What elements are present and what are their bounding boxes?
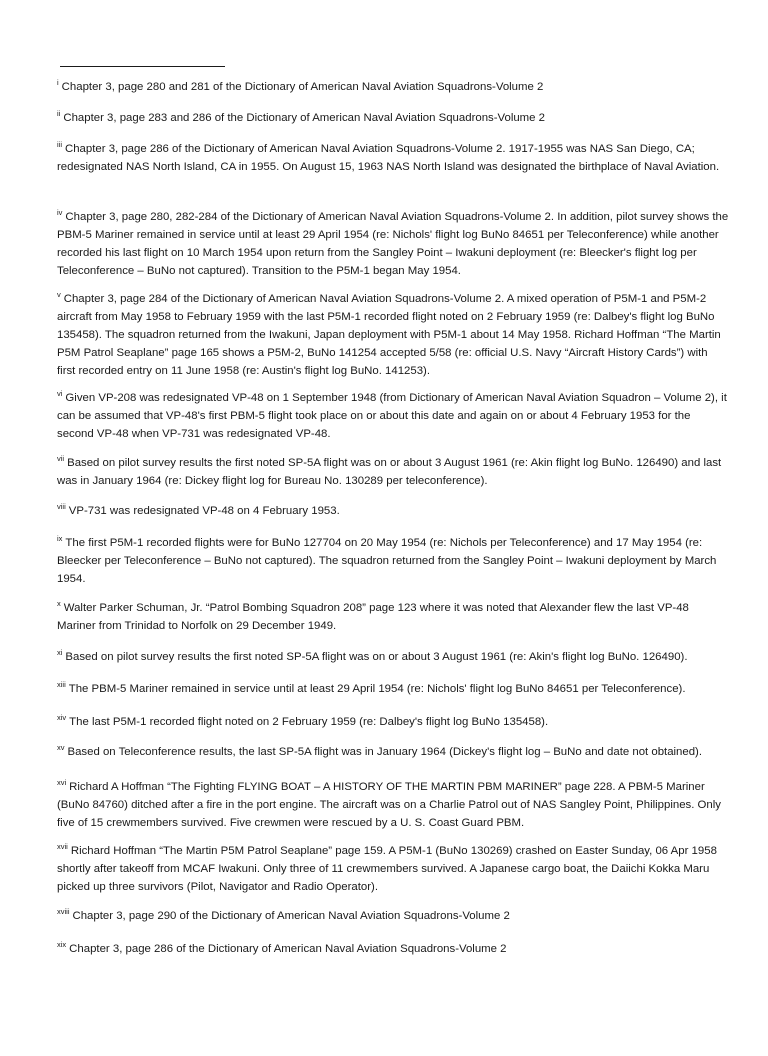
footnote-ix xyxy=(57,534,729,588)
footnote-iii xyxy=(57,140,729,176)
footnote-xviii xyxy=(57,907,510,925)
footnote-text: Given VP-208 was redesignated VP-48 on 1 September 1948 (from Dictionary of American Naval Aviation Squadron – Volume 2), it can be assumed that VP-48's first PBM-5 flight took place on or about this date and again on or about 4 February 1953 for the second VP-48 when VP-731 was redesignated VP-48. xyxy=(57,392,727,440)
footnote-marker: ii xyxy=(57,109,61,118)
footnote-marker: xiii xyxy=(57,680,66,689)
footnote-marker: i xyxy=(57,78,59,87)
footnote-vi xyxy=(57,389,729,443)
footnote-xiv xyxy=(57,713,548,731)
footnote-text: Chapter 3, page 280 and 281 of the Dictionary of American Naval Aviation Squadrons-Volume 2 xyxy=(61,81,544,93)
footnote-xv xyxy=(57,743,702,761)
footnote-marker: xiv xyxy=(57,713,67,722)
footnote-text: Based on pilot survey results the first noted SP-5A flight was on or about 3 August 1961 (re: Akin's flight log BuNo. 126490). xyxy=(65,651,688,663)
footnote-text: Chapter 3, page 283 and 286 of the Dictionary of American Naval Aviation Squadrons-Volume 2 xyxy=(63,112,546,124)
footnote-xvii xyxy=(57,842,729,896)
footnote-marker: xviii xyxy=(57,907,70,916)
footnote-i xyxy=(57,78,543,96)
footnote-text: Chapter 3, page 286 of the Dictionary of American Naval Aviation Squadrons-Volume 2 xyxy=(69,943,507,955)
footnote-marker: viii xyxy=(57,502,66,511)
footnote-xiii xyxy=(57,680,686,698)
footnote-v xyxy=(57,290,729,380)
footnote-ii xyxy=(57,109,545,127)
footnote-marker: xvi xyxy=(57,778,67,787)
footnote-x xyxy=(57,599,729,635)
footnote-text: Richard Hoffman “The Martin P5M Patrol Seaplane” page 159. A P5M-1 (BuNo 130269) crashed on Easter Sunday, 06 Apr 1958 shortly after takeoff from MCAF Iwakuni. Only three of 11 crewmembers survived. A Japanese cargo boat, the Daiichi Kokka Maru picked up three survivors (Pilot, Navigator and Radio Operator). xyxy=(57,845,717,893)
footnote-text: Chapter 3, page 290 of the Dictionary of American Naval Aviation Squadrons-Volume 2 xyxy=(72,910,510,922)
footnote-viii xyxy=(57,502,340,520)
footnote-marker: ix xyxy=(57,534,63,543)
footnote-xvi xyxy=(57,778,729,832)
footnote-marker: xix xyxy=(57,940,67,949)
footnote-text: Richard A Hoffman “The Fighting FLYING BOAT – A HISTORY OF THE MARTIN PBM MARINER” page 228. A PBM-5 Mariner (BuNo 84760) ditched after a fire in the port engine. The aircraft was on a Charlie Patrol out of NAS Sangley Point, Philippines. Only five of 15 crewmembers survived. Five crewmen were rescued by a U. S. Coast Guard PBM. xyxy=(57,781,721,829)
footnote-text: Based on pilot survey results the first noted SP-5A flight was on or about 3 August 1961 (re: Akin flight log BuNo. 126490) and last was in January 1964 (re: Dickey flight log for Bureau No. 130289 per teleconference). xyxy=(57,457,722,487)
footnote-separator-rule xyxy=(60,66,225,67)
footnote-marker: xi xyxy=(57,648,63,657)
footnote-marker: v xyxy=(57,290,61,299)
footnote-xix xyxy=(57,940,507,958)
footnote-marker: iv xyxy=(57,208,63,217)
footnote-text: Walter Parker Schuman, Jr. “Patrol Bombing Squadron 208” page 123 where it was noted that Alexander flew the last VP-48 Mariner from Trinidad to Norfolk on 29 December 1949. xyxy=(57,602,689,632)
footnote-marker: xvii xyxy=(57,842,68,851)
footnote-text: Chapter 3, page 284 of the Dictionary of American Naval Aviation Squadrons-Volume 2. A mixed operation of P5M-1 and P5M-2 aircraft from May 1958 to February 1959 with the last P5M-1 recorded flight noted on 2 February 1959 (re: Dalbey's flight log BuNo 135458). The squadron returned from the Iwakuni, Japan deployment with P5M-1 about 14 May 1958. Richard Hoffman “The Martin P5M Patrol Seaplane” page 165 shows a P5M-2, BuNo 141254 accepted 5/58 (re: official U.S. Navy “Aircraft History Cards”) with first recorded entry on 11 June 1958 (re: Austin's flight log BuNo. 141253). xyxy=(57,293,721,377)
footnote-text: The first P5M-1 recorded flights were for BuNo 127704 on 20 May 1954 (re: Nichols per Teleconference) and 17 May 1954 (re: Bleecker per Teleconference – BuNo not captured). The squadron returned from the Sangley Point – Iwakuni deployment by March 1954. xyxy=(57,537,717,585)
footnote-text: VP-731 was redesignated VP-48 on 4 February 1953. xyxy=(68,505,340,517)
footnote-marker: vi xyxy=(57,389,63,398)
footnote-text: Chapter 3, page 286 of the Dictionary of American Naval Aviation Squadrons-Volume 2. 1917-1955 was NAS San Diego, CA; redesignated NAS North Island, CA in 1955. On August 15, 1963 NAS North Island was designated the birthplace of Naval Aviation. xyxy=(57,143,720,173)
footnote-marker: x xyxy=(57,599,61,608)
footnote-vii xyxy=(57,454,729,490)
footnote-text: The PBM-5 Mariner remained in service until at least 29 April 1954 (re: Nichols' flight log BuNo 84651 per Teleconference). xyxy=(68,683,686,695)
footnote-xi xyxy=(57,648,687,666)
footnote-marker: vii xyxy=(57,454,65,463)
footnote-marker: xv xyxy=(57,743,65,752)
footnote-iv xyxy=(57,208,729,280)
footnote-text: The last P5M-1 recorded flight noted on 2 February 1959 (re: Dalbey's flight log BuNo 135458). xyxy=(69,716,549,728)
footnote-text: Chapter 3, page 280, 282-284 of the Dictionary of American Naval Aviation Squadrons-Volume 2. In addition, pilot survey shows the PBM-5 Mariner remained in service until at least 29 April 1954 (re: Nichols' flight log BuNo 84651 per Teleconference) while another recorded his last flight on 10 March 1954 upon return from the Sangley Point – Iwakuni deployment (re: Bleecker's flight log per Teleconference – BuNo not captured). Transition to the P5M-1 began May 1954. xyxy=(57,211,729,277)
footnote-marker: iii xyxy=(57,140,62,149)
footnote-text: Based on Teleconference results, the last SP-5A flight was in January 1964 (Dickey's flight log – BuNo and date not obtained). xyxy=(67,746,703,758)
